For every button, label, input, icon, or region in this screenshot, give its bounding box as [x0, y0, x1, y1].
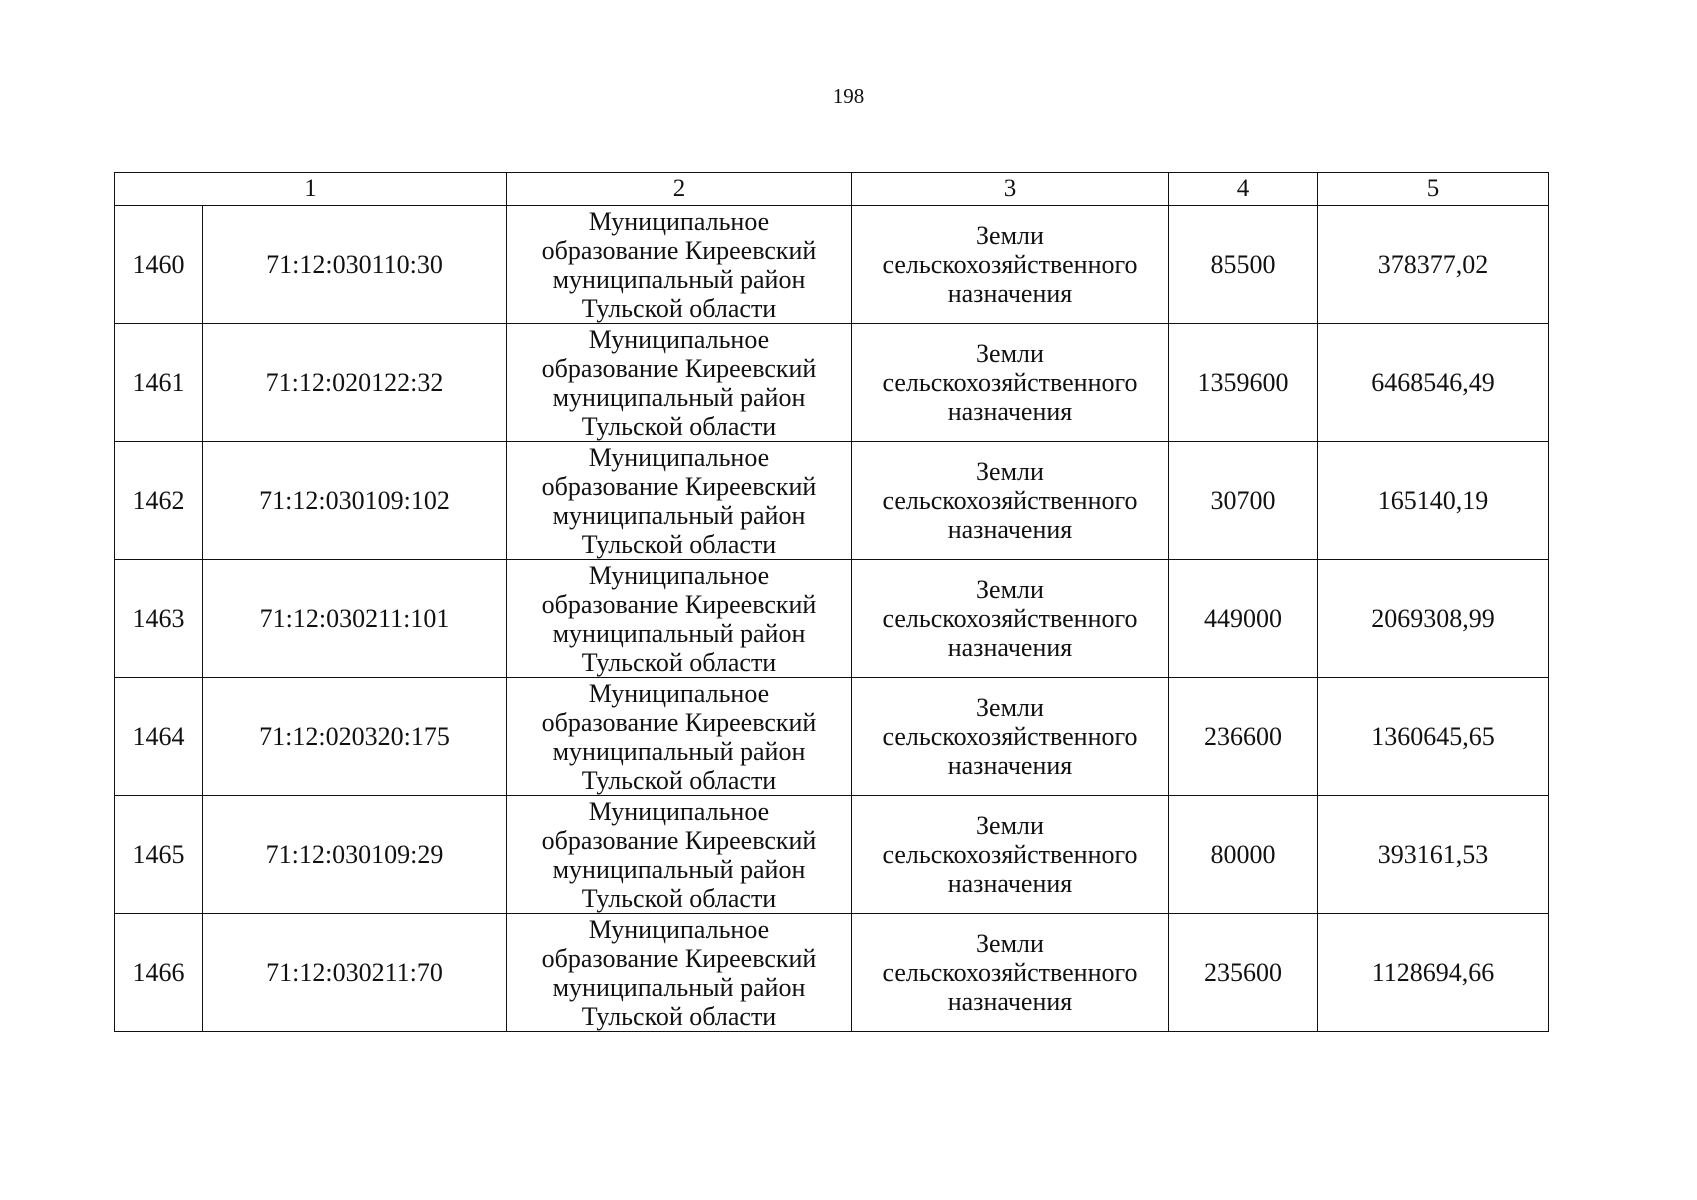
table-row	[115, 324, 1549, 442]
owner-line: муниципальный район	[552, 382, 806, 412]
owner-line: образование Киреевский	[541, 707, 817, 737]
owner	[507, 206, 852, 324]
land-category-line: сельскохозяйственного	[882, 368, 1138, 397]
cadastral-number: 71:12:030211:101	[203, 560, 507, 678]
cadastral-number: 71:12:030211:70	[203, 914, 507, 1032]
land-category	[852, 324, 1169, 442]
owner	[507, 560, 852, 678]
land-category-line: Земли	[976, 339, 1044, 368]
land-category-line: Земли	[976, 457, 1044, 486]
cadastral-value: 165140,19	[1318, 442, 1549, 560]
owner-line: образование Киреевский	[541, 943, 817, 973]
area: 30700	[1169, 442, 1318, 560]
owner-line: Тульской области	[581, 411, 777, 441]
owner-line: муниципальный район	[552, 618, 806, 648]
table-row	[115, 560, 1549, 678]
owner-line: Тульской области	[581, 293, 777, 323]
column-number-1: 1	[115, 173, 507, 206]
cadastral-value: 1360645,65	[1318, 678, 1549, 796]
cadastral-value: 393161,53	[1318, 796, 1549, 914]
owner-line: Муниципальное	[588, 442, 770, 472]
owner-line: Муниципальное	[588, 678, 770, 708]
owner-line: муниципальный район	[552, 972, 806, 1002]
owner-line: образование Киреевский	[541, 471, 817, 501]
land-category	[852, 206, 1169, 324]
cadastral-number: 71:12:030110:30	[203, 206, 507, 324]
owner-line: Тульской области	[581, 883, 777, 913]
table-body	[115, 173, 1549, 1032]
owner	[507, 678, 852, 796]
row-index: 1461	[115, 324, 203, 442]
cadastral-number: 71:12:030109:29	[203, 796, 507, 914]
column-number-2: 2	[507, 173, 852, 206]
owner-line: муниципальный район	[552, 854, 806, 884]
row-index: 1464	[115, 678, 203, 796]
land-category-line: назначения	[947, 869, 1073, 898]
owner-line: Муниципальное	[588, 914, 770, 944]
row-index: 1462	[115, 442, 203, 560]
cadastral-value: 2069308,99	[1318, 560, 1549, 678]
owner-line: муниципальный район	[552, 500, 806, 530]
land-category-line: Земли	[976, 575, 1044, 604]
area: 236600	[1169, 678, 1318, 796]
land-category-line: назначения	[947, 751, 1073, 780]
table-row	[115, 796, 1549, 914]
area: 449000	[1169, 560, 1318, 678]
table-row	[115, 678, 1549, 796]
land-category-line: назначения	[947, 633, 1073, 662]
owner	[507, 914, 852, 1032]
owner-line: муниципальный район	[552, 736, 806, 766]
owner	[507, 442, 852, 560]
owner-line: образование Киреевский	[541, 825, 817, 855]
cadastral-number: 71:12:020122:32	[203, 324, 507, 442]
owner-line: муниципальный район	[552, 264, 806, 294]
column-number-5: 5	[1318, 173, 1549, 206]
cadastral-value: 1128694,66	[1318, 914, 1549, 1032]
table-row	[115, 914, 1549, 1032]
cadastral-value: 378377,02	[1318, 206, 1549, 324]
table-header-row	[115, 173, 1549, 206]
land-registry-table	[114, 172, 1549, 1032]
owner-line: Тульской области	[581, 765, 777, 795]
owner-line: Муниципальное	[588, 324, 770, 354]
area: 80000	[1169, 796, 1318, 914]
land-category-line: сельскохозяйственного	[882, 250, 1138, 279]
column-number-4: 4	[1169, 173, 1318, 206]
land-category	[852, 914, 1169, 1032]
land-category-line: назначения	[947, 987, 1073, 1016]
land-category	[852, 442, 1169, 560]
owner-line: Муниципальное	[588, 560, 770, 590]
cadastral-number: 71:12:030109:102	[203, 442, 507, 560]
area: 85500	[1169, 206, 1318, 324]
owner-line: Муниципальное	[588, 206, 770, 236]
column-number-3: 3	[852, 173, 1169, 206]
row-index: 1460	[115, 206, 203, 324]
owner-line: Тульской области	[581, 1001, 777, 1031]
land-category-line: сельскохозяйственного	[882, 722, 1138, 751]
area: 1359600	[1169, 324, 1318, 442]
land-category-line: назначения	[947, 397, 1073, 426]
table-row	[115, 442, 1549, 560]
land-category-line: Земли	[976, 693, 1044, 722]
cadastral-number: 71:12:020320:175	[203, 678, 507, 796]
land-category-line: сельскохозяйственного	[882, 840, 1138, 869]
owner	[507, 796, 852, 914]
land-category-line: Земли	[976, 811, 1044, 840]
owner	[507, 324, 852, 442]
land-category-line: сельскохозяйственного	[882, 604, 1138, 633]
table-row	[115, 206, 1549, 324]
land-category-line: назначения	[947, 279, 1073, 308]
land-category-line: сельскохозяйственного	[882, 486, 1138, 515]
row-index: 1465	[115, 796, 203, 914]
land-category-line: сельскохозяйственного	[882, 958, 1138, 987]
page-number: 198	[832, 84, 865, 108]
area: 235600	[1169, 914, 1318, 1032]
cadastral-value: 6468546,49	[1318, 324, 1549, 442]
row-index: 1466	[115, 914, 203, 1032]
owner-line: образование Киреевский	[541, 235, 817, 265]
land-category-line: назначения	[947, 515, 1073, 544]
owner-line: образование Киреевский	[541, 353, 817, 383]
land-category-line: Земли	[976, 929, 1044, 958]
owner-line: образование Киреевский	[541, 589, 817, 619]
owner-line: Тульской области	[581, 647, 777, 677]
land-category	[852, 796, 1169, 914]
land-category-line: Земли	[976, 221, 1044, 250]
row-index: 1463	[115, 560, 203, 678]
owner-line: Тульской области	[581, 529, 777, 559]
land-category	[852, 560, 1169, 678]
land-category	[852, 678, 1169, 796]
owner-line: Муниципальное	[588, 796, 770, 826]
